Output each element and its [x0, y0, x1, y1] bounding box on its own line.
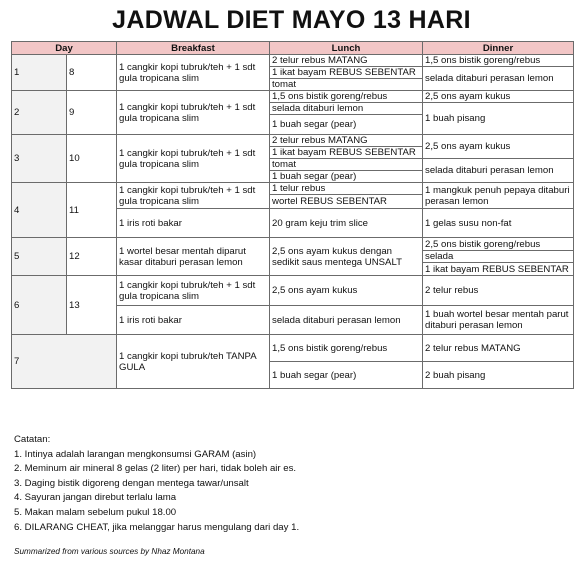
- day-cell: 4: [12, 183, 67, 238]
- breakfast-cell: 1 cangkir kopi tubruk/teh + 1 sdt gula tropicana slim: [117, 55, 270, 91]
- table-header-row: [12, 42, 574, 55]
- day-cell: 3: [12, 135, 67, 183]
- table-row: [12, 183, 574, 195]
- dinner-cell: 1,5 ons bistik goreng/rebus: [423, 55, 574, 67]
- header-day: Day: [12, 42, 117, 55]
- note-item: 2. Meminum air mineral 8 gelas (2 liter) per hari, tidak boleh air es.: [14, 463, 297, 475]
- dinner-cell: 2 buah pisang: [423, 362, 574, 389]
- note-item: 5. Makan malam sebelum pukul 18.00: [14, 506, 177, 518]
- dinner-cell: 2,5 ons ayam kukus: [423, 135, 574, 159]
- day-cell: 12: [67, 238, 117, 276]
- dinner-cell: 1 buah pisang: [423, 103, 574, 135]
- note-item: 1. Intinya adalah larangan mengkonsumsi GARAM (asin): [14, 448, 257, 460]
- lunch-cell: 2,5 ons ayam kukus: [270, 276, 423, 306]
- note-item: 6. DILARANG CHEAT, jika melanggar harus mengulang dari day 1.: [14, 521, 300, 533]
- dinner-cell: 2,5 ons bistik goreng/rebus: [423, 238, 574, 251]
- day-cell: 2: [12, 91, 67, 135]
- dinner-cell: 1 gelas susu non-fat: [423, 209, 574, 238]
- breakfast-cell: 1 iris roti bakar: [117, 209, 270, 238]
- dinner-cell: 1 buah wortel besar mentah parut ditaburi perasan lemon: [423, 306, 574, 335]
- note-item: 4. Sayuran jangan direbut terlalu lama: [14, 492, 177, 504]
- lunch-cell: 1,5 ons bistik goreng/rebus: [270, 91, 423, 103]
- lunch-cell: 20 gram keju trim slice: [270, 209, 423, 238]
- lunch-cell: 1 buah segar (pear): [270, 362, 423, 389]
- note-item: 3. Daging bistik digoreng dengan mentega tawar/unsalt: [14, 477, 249, 489]
- table-row: [12, 55, 574, 67]
- breakfast-cell: 1 cangkir kopi tubruk/teh + 1 sdt gula tropicana slim: [117, 276, 270, 306]
- notes-section: [14, 433, 299, 535]
- lunch-cell: selada ditaburi lemon: [270, 103, 423, 115]
- lunch-cell: 2 telur rebus MATANG: [270, 55, 423, 67]
- breakfast-cell: 1 cangkir kopi tubruk/teh TANPA GULA: [117, 335, 270, 389]
- breakfast-cell: 1 wortel besar mentah diparut kasar ditaburi perasan lemon: [117, 238, 270, 276]
- lunch-cell: 1 buah segar (pear): [270, 171, 423, 183]
- header-breakfast: Breakfast: [117, 42, 270, 55]
- day-cell: 6: [12, 276, 67, 335]
- dinner-cell: 1 mangkuk penuh pepaya ditaburi perasan lemon: [423, 183, 574, 209]
- dinner-cell: 2 telur rebus: [423, 276, 574, 306]
- lunch-cell: 1 ikat bayam REBUS SEBENTAR: [270, 67, 423, 79]
- lunch-cell: selada ditaburi perasan lemon: [270, 306, 423, 335]
- breakfast-cell: 1 iris roti bakar: [117, 306, 270, 335]
- header-dinner: Dinner: [423, 42, 574, 55]
- lunch-cell: 1 telur rebus: [270, 183, 423, 195]
- table-row: [12, 276, 574, 306]
- breakfast-cell: 1 cangkir kopi tubruk/teh + 1 sdt gula tropicana slim: [117, 91, 270, 135]
- dinner-cell: selada ditaburi perasan lemon: [423, 67, 574, 91]
- day-cell: 7: [12, 335, 117, 389]
- notes-heading: Catatan:: [14, 434, 51, 445]
- lunch-cell: 2,5 ons ayam kukus dengan sedikit saus mentega UNSALT: [270, 238, 423, 276]
- lunch-cell: 2 telur rebus MATANG: [270, 135, 423, 147]
- lunch-cell: wortel REBUS SEBENTAR: [270, 195, 423, 209]
- table-row: [12, 238, 574, 251]
- credit-text: Summarized from various sources by Nhaz Montana: [14, 547, 205, 556]
- day-cell: 5: [12, 238, 67, 276]
- dinner-cell: selada ditaburi perasan lemon: [423, 159, 574, 183]
- lunch-cell: tomat: [270, 159, 423, 171]
- table-row: [12, 135, 574, 147]
- breakfast-cell: 1 cangkir kopi tubruk/teh + 1 sdt gula tropicana slim: [117, 183, 270, 209]
- day-cell: 1: [12, 55, 67, 91]
- table-row: [12, 91, 574, 103]
- dinner-cell: 2,5 ons ayam kukus: [423, 91, 574, 103]
- lunch-cell: 1,5 ons bistik goreng/rebus: [270, 335, 423, 362]
- lunch-cell: 1 ikat bayam REBUS SEBENTAR: [270, 147, 423, 159]
- breakfast-cell: 1 cangkir kopi tubruk/teh + 1 sdt gula tropicana slim: [117, 135, 270, 183]
- lunch-cell: tomat: [270, 79, 423, 91]
- day-cell: 10: [67, 135, 117, 183]
- page-title: JADWAL DIET MAYO 13 HARI: [112, 6, 471, 34]
- day-cell: 9: [67, 91, 117, 135]
- lunch-cell: 1 buah segar (pear): [270, 115, 423, 135]
- diet-schedule-table: [11, 41, 574, 389]
- dinner-cell: selada: [423, 251, 574, 263]
- day-cell: 11: [67, 183, 117, 238]
- day-cell: 8: [67, 55, 117, 91]
- dinner-cell: 1 ikat bayam REBUS SEBENTAR: [423, 263, 574, 276]
- header-lunch: Lunch: [270, 42, 423, 55]
- dinner-cell: 2 telur rebus MATANG: [423, 335, 574, 362]
- table-row: [12, 335, 574, 362]
- day-cell: 13: [67, 276, 117, 335]
